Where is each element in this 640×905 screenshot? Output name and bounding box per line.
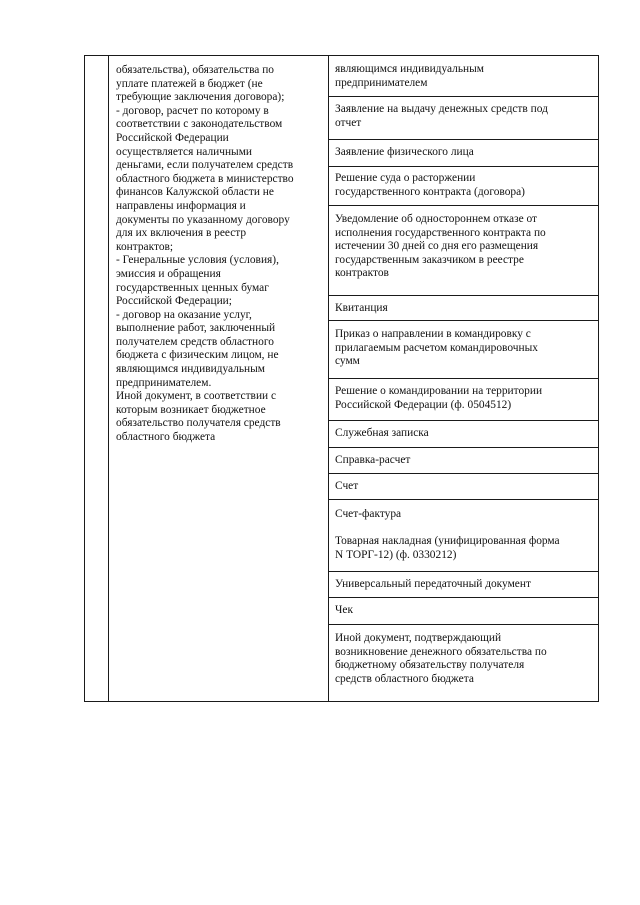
row-separator — [328, 597, 599, 598]
row-separator — [328, 139, 599, 140]
document-cell: Служебная записка — [335, 427, 429, 439]
document-cell: Квитанция — [335, 302, 388, 314]
document-cell: Счет — [335, 480, 359, 492]
row-separator — [328, 96, 599, 97]
table-divider-narrow — [108, 55, 109, 702]
row-separator — [328, 499, 599, 500]
row-separator — [328, 571, 599, 572]
document-cell: Уведомление об одностороннем отказе от исполнения государственного контракта по истечении 30 дней со дня его размещения государственным заказчиком в реестре контрактов — [335, 213, 546, 280]
document-cell: Счет-фактура Товарная накладная (унифицированная форма N ТОРГ-12) (ф. 0330212) — [335, 508, 560, 561]
row-separator — [328, 378, 599, 379]
document-cell: Иной документ, подтверждающий возникновение денежного обязательства по бюджетному обязательству получателя средств областного бюджета — [335, 632, 547, 685]
obligation-description: обязательства), обязательства по уплате платежей в бюджет (не требующие заключения договора); - договор, расчет по которому в соответствии с законодательством Российской Федерации осуществляется наличными деньгами, если получателем средств областного бюджета в министерство финансов Калужской области не направлены информация и документы по указанному договору для их включения в реестр контрактов; - Генеральные условия (условия), эмиссия и обращения государственных ценных бумаг Российской Федерации; - договор на оказание услуг, выполнение работ, заключенный получателем средств областного бюджета с физическим лицом, не являющимся индивидуальным предпринимателем. Иной документ, в соответствии с которым возникает бюджетное обязательство получателя средств областного бюджета — [116, 64, 294, 444]
document-cell: Справка-расчет — [335, 454, 411, 466]
row-separator — [328, 166, 599, 167]
document-cell: Решение суда о расторжении государственного контракта (договора) — [335, 172, 525, 198]
row-separator — [328, 447, 599, 448]
document-cell: Заявление на выдачу денежных средств под отчет — [335, 103, 548, 129]
table-border-top — [84, 55, 599, 56]
row-separator — [328, 320, 599, 321]
document-cell: Чек — [335, 604, 353, 616]
row-separator — [328, 295, 599, 296]
document-cell: Заявление физического лица — [335, 146, 474, 158]
row-separator — [328, 205, 599, 206]
document-cell: Решение о командировании на территории Российской Федерации (ф. 0504512) — [335, 385, 543, 411]
table-border-left — [84, 55, 85, 702]
document-cell: Приказ о направлении в командировку с прилагаемым расчетом командировочных сумм — [335, 328, 538, 368]
row-separator — [328, 420, 599, 421]
table-border-bottom — [84, 701, 599, 702]
row-separator — [328, 473, 599, 474]
document-cell: Универсальный передаточный документ — [335, 578, 531, 590]
document-cell: являющимся индивидуальным предпринимателем — [335, 63, 485, 89]
row-separator — [328, 624, 599, 625]
